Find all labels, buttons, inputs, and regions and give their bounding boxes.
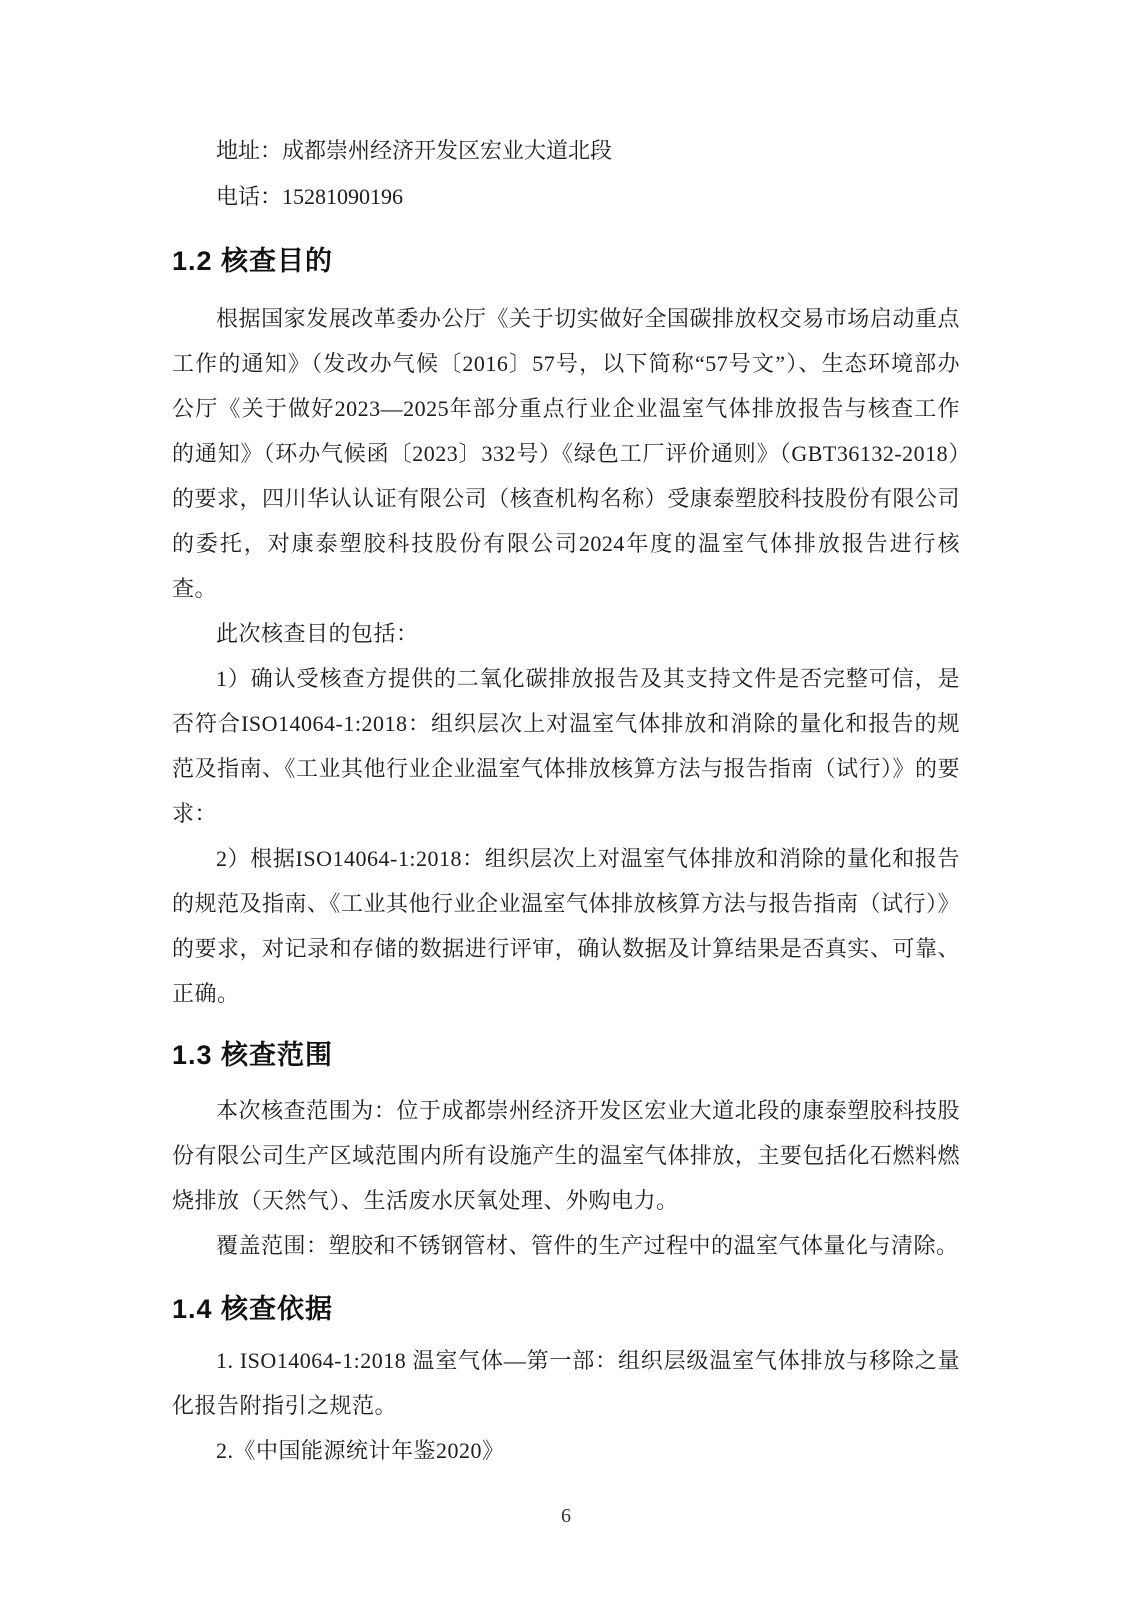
section-heading-1-2-verification-purpose: 1.2 核查目的 (172, 246, 334, 276)
paragraph-verification-basis: 根据国家发展改革委办公厅《关于切实做好全国碳排放权交易市场启动重点工作的通知》（发改办气候〔2016〕57号，以下简称“57号文”）、生态环境部办公厅《关于做好2023—2025年部分重点行业企业温室气体排放报告与核查工作的通知》（环办气候函〔2023〕332号）《绿色工厂评价通则》（GBT36132-2018）的要求，四川华认认证有限公司（核查机构名称）受康泰塑胶科技股份有限公司的委托，对康泰塑胶科技股份有限公司2024年度的温室气体排放报告进行核查。 (172, 306, 960, 601)
section-heading-1-3-verification-scope: 1.3 核查范围 (172, 1040, 334, 1070)
paragraph-criteria-item-1: 1. ISO14064-1:2018 温室气体—第一部：组织层级温室气体排放与移除之量化报告附指引之规范。 (172, 1348, 960, 1418)
contact-address-line: 地址：成都崇州经济开发区宏业大道北段 (216, 138, 613, 163)
page-number: 6 (561, 1505, 571, 1527)
paragraph-purpose-intro: 此次核查目的包括： (216, 621, 419, 646)
paragraph-purpose-item-2: 2）根据ISO14064-1:2018：组织层次上对温室气体排放和消除的量化和报告的规范及指南、《工业其他行业企业温室气体排放核算方法与报告指南（试行）》的要求，对记录和存储的数据进行评审，确认数据及计算结果是否真实、可靠、正确。 (172, 846, 961, 1006)
contact-phone-line: 电话：15281090196 (216, 184, 404, 209)
section-heading-1-4-verification-criteria: 1.4 核查依据 (172, 1294, 334, 1324)
paragraph-scope-description: 本次核查范围为：位于成都崇州经济开发区宏业大道北段的康泰塑胶科技股份有限公司生产区域范围内所有设施产生的温室气体排放，主要包括化石燃料燃烧排放（天然气）、生活废水厌氧处理、外购电力。 (172, 1098, 960, 1213)
paragraph-purpose-item-1: 1）确认受核查方提供的二氧化碳排放报告及其支持文件是否完整可信，是否符合ISO14064-1:2018：组织层次上对温室气体排放和消除的量化和报告的规范及指南、《工业其他行业企业温室气体排放核算方法与报告指南（试行）》的要求： (172, 666, 961, 826)
paragraph-criteria-item-2: 2.《中国能源统计年鉴2020》 (216, 1438, 505, 1463)
paragraph-coverage-description: 覆盖范围：塑胶和不锈钢管材、管件的生产过程中的温室气体量化与清除。 (216, 1233, 959, 1258)
